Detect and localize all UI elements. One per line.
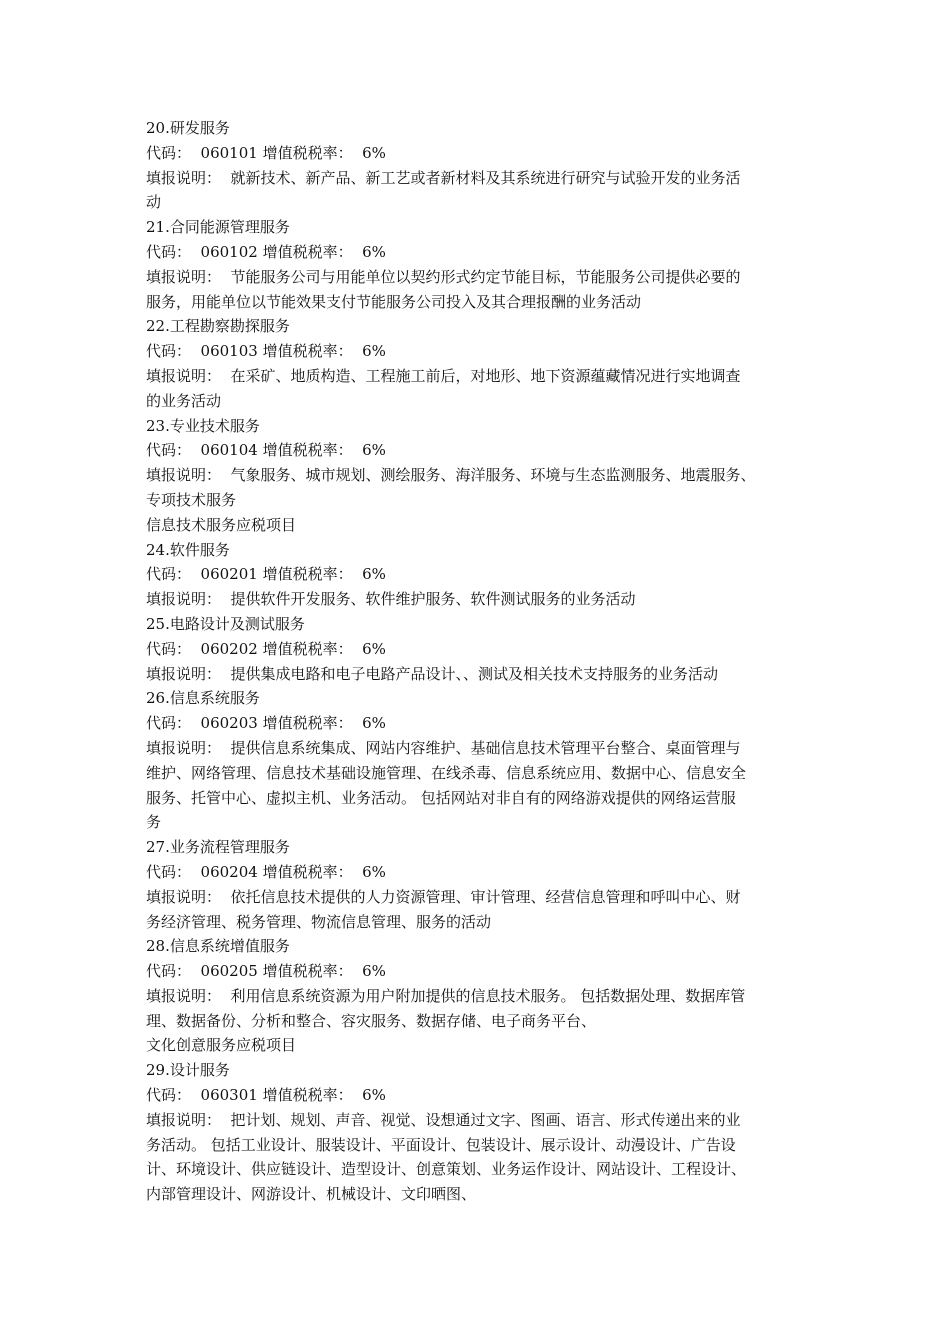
item-description-20: 填报说明： 就新技术、新产品、新工艺或者新材料及其系统进行研究与试验开发的业务活	[146, 168, 741, 187]
item-description-23: 填报说明： 气象服务、城市规划、测绘服务、海洋服务、环境与生态监测服务、地震服务、	[146, 466, 756, 485]
item-description-25: 填报说明： 提供集成电路和电子电路产品设计、、测试及相关技术支持服务的业务活动	[146, 664, 719, 683]
item-heading-28: 28.信息系统增值服务	[146, 937, 290, 956]
item-code-rate-27: 代码： 060204 增值税税率： 6%	[146, 862, 386, 881]
item-description-28: 填报说明： 利用信息系统资源为用户附加提供的信息技术服务。 包括数据处理、数据库管	[146, 986, 746, 1005]
item-code-rate-26: 代码： 060203 增值税税率： 6%	[146, 714, 386, 733]
item-code-rate-23: 代码： 060104 增值税税率： 6%	[146, 441, 386, 460]
section-heading-cultural-creative: 文化创意服务应税项目	[146, 1036, 297, 1055]
item-description-29-cont-1: 务活动。 包括工业设计、服装设计、平面设计、包装设计、展示设计、动漫设计、广告设	[146, 1135, 736, 1154]
item-description-26: 填报说明： 提供信息系统集成、网站内容维护、基础信息技术管理平台整合、桌面管理与	[146, 738, 741, 757]
section-heading-it-services: 信息技术服务应税项目	[146, 515, 297, 534]
item-heading-29: 29.设计服务	[146, 1061, 230, 1080]
item-heading-27: 27.业务流程管理服务	[146, 838, 290, 857]
item-heading-22: 22.工程勘察勘探服务	[146, 317, 290, 336]
item-description-21-cont: 服务，用能单位以节能效果支付节能服务公司投入及其合理报酬的业务活动	[146, 292, 642, 311]
item-description-22-cont: 的业务活动	[146, 391, 222, 410]
item-description-26-cont-1: 维护、网络管理、信息技术基础设施管理、在线杀毒、信息系统应用、数据中心、信息安全	[146, 763, 747, 782]
item-description-23-cont: 专项技术服务	[146, 490, 237, 509]
item-heading-23: 23.专业技术服务	[146, 416, 260, 435]
item-code-rate-20: 代码： 060101 增值税税率： 6%	[146, 143, 386, 162]
item-heading-21: 21.合同能源管理服务	[146, 218, 290, 237]
item-description-29-cont-3: 内部管理设计、网游设计、机械设计、文印晒图、	[146, 1185, 477, 1204]
item-code-rate-24: 代码： 060201 增值税税率： 6%	[146, 565, 386, 584]
document-page	[146, 116, 816, 1207]
item-description-26-cont-2: 服务、托管中心、虚拟主机、业务活动。 包括网站对非自有的网络游戏提供的网络运营服	[146, 788, 736, 807]
item-code-rate-25: 代码： 060202 增值税税率： 6%	[146, 639, 386, 658]
item-code-rate-28: 代码： 060205 增值税税率： 6%	[146, 962, 386, 981]
item-heading-26: 26.信息系统服务	[146, 689, 260, 708]
item-description-28-cont: 理、数据备份、分析和整合、容灾服务、数据存储、电子商务平台、	[146, 1011, 597, 1030]
item-description-27: 填报说明： 依托信息技术提供的人力资源管理、审计管理、经营信息管理和呼叫中心、财	[146, 887, 741, 906]
item-heading-25: 25.电路设计及测试服务	[146, 614, 305, 633]
item-description-26-cont-3: 务	[146, 813, 162, 832]
item-description-24: 填报说明： 提供软件开发服务、软件维护服务、软件测试服务的业务活动	[146, 590, 636, 609]
item-heading-24: 24.软件服务	[146, 540, 230, 559]
item-code-rate-29: 代码： 060301 增值税税率： 6%	[146, 1086, 386, 1105]
item-code-rate-21: 代码： 060102 增值税税率： 6%	[146, 242, 386, 261]
item-description-27-cont: 务经济管理、税务管理、物流信息管理、服务的活动	[146, 912, 492, 931]
item-description-29: 填报说明： 把计划、规划、声音、视觉、设想通过文字、图画、语言、形式传递出来的业	[146, 1110, 741, 1129]
item-description-29-cont-2: 计、环境设计、供应链设计、造型设计、创意策划、业务运作设计、网站设计、工程设计、	[146, 1160, 747, 1179]
item-heading-20: 20.研发服务	[146, 119, 230, 137]
item-description-22: 填报说明： 在采矿、地质构造、工程施工前后，对地形、地下资源蕴藏情况进行实地调查	[146, 366, 741, 385]
item-code-rate-22: 代码： 060103 增值税税率： 6%	[146, 342, 386, 361]
item-description-20-cont: 动	[146, 193, 162, 212]
item-description-21: 填报说明： 节能服务公司与用能单位以契约形式约定节能目标，节能服务公司提供必要的	[146, 267, 741, 286]
